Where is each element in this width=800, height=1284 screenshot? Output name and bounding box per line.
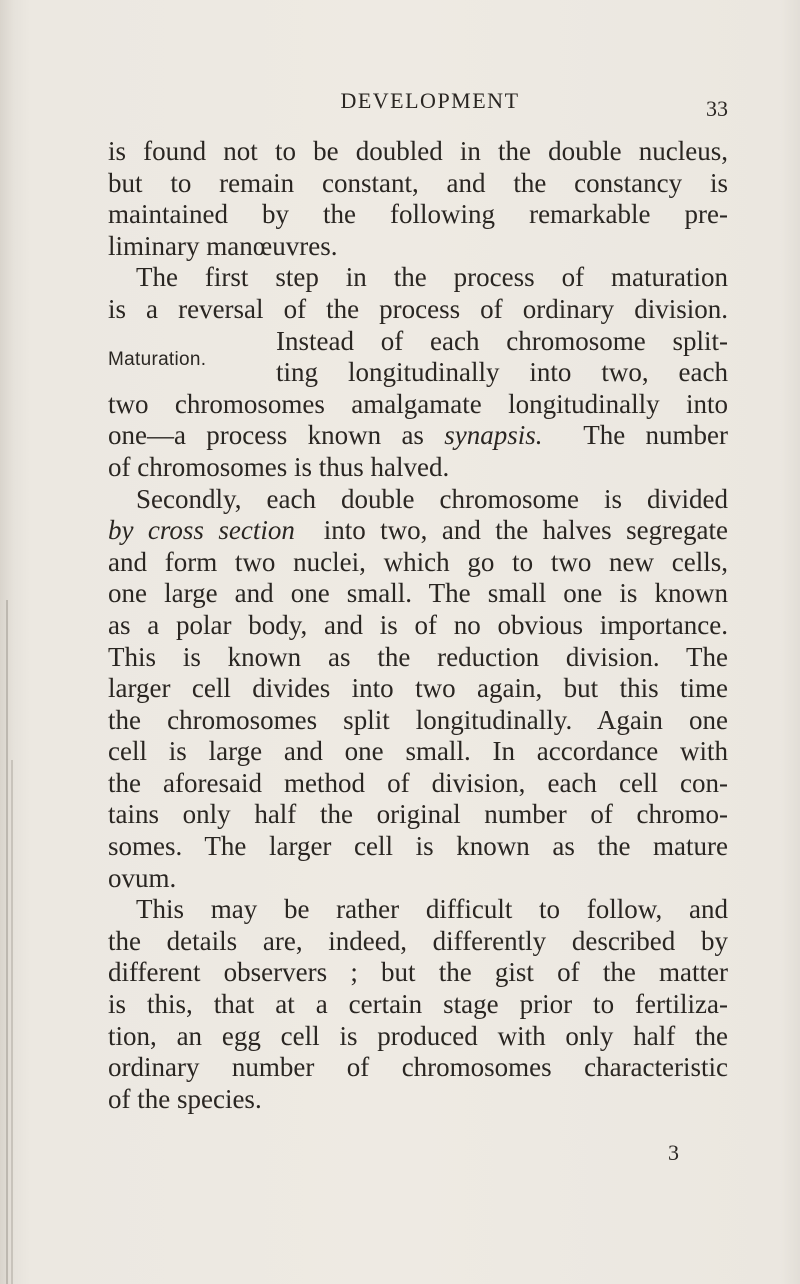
text-line: as a polar body, and is of no obvious importance. [108,609,728,640]
text-line: different observers ; but the gist of the matter [108,957,728,988]
signature-mark: 3 [668,1140,679,1165]
text-line: ting longitudinally into two, each [276,357,728,388]
text-line: tion, an egg cell is produced with only half the [108,1020,728,1051]
text-line: but to remain constant, and the constancy is [108,167,728,198]
italic-term: synapsis. [444,420,543,451]
text-line: is this, that at a certain stage prior to fertiliza- [108,989,728,1020]
page-number: 33 [706,96,728,121]
text-segment: The number [583,420,729,451]
text-segment: one—a process known as [108,420,424,451]
text-line: of the species. [108,1083,262,1114]
text-line: the aforesaid method of division, each cell con- [108,767,728,798]
text-line [108,515,728,547]
margin-note: Maturation. [108,349,207,370]
text-line: is found not to be doubled in the double nucleus, [108,136,728,166]
text-line: one large and one small. The small one is known [108,578,728,609]
text-line: Instead of each chromosome split- [276,325,728,356]
running-head: DEVELOPMENT [340,88,520,113]
text-line: This is known as the reduction division. The [108,641,728,672]
text-line [108,420,728,452]
text-line: the chromosomes split longitudinally. Again one [108,704,728,735]
text-line: is a reversal of the process of ordinary division. [108,293,728,324]
italic-term: by cross section [108,515,295,546]
text-segment: into two, and the halves segregate [323,515,729,546]
text-line: ovum. [108,862,177,893]
text-line: cell is large and one small. In accordance with [108,736,728,767]
text-line: liminary manœuvres. [108,230,338,261]
text-line: somes. The larger cell is known as the mature [108,831,728,862]
text-line: the details are, indeed, differently described by [108,925,728,956]
text-line: The first step in the process of maturation [136,262,728,293]
text-line: tains only half the original number of chromo- [108,799,728,830]
text-line: and form two nuclei, which go to two new cells, [108,546,728,577]
body-text [108,136,728,1115]
binding-gutter-shadow [11,760,13,1284]
text-line: This may be rather difficult to follow, and [136,894,728,925]
text-line: of chromosomes is thus halved. [108,451,450,482]
binding-gutter-shadow [6,600,8,1284]
text-line: Secondly, each double chromosome is divided [136,483,728,514]
text-line: maintained by the following remarkable pre- [108,199,728,230]
text-line: larger cell divides into two again, but this time [108,673,728,704]
text-line: ordinary number of chromosomes characteristic [108,1052,728,1083]
text-line: two chromosomes amalgamate longitudinally into [108,388,728,419]
